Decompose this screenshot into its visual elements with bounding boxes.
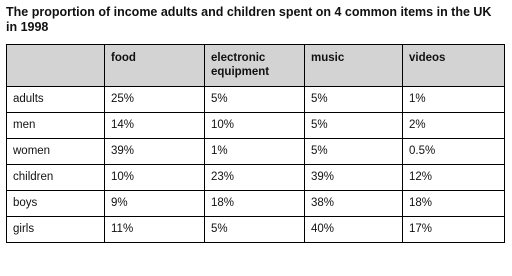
column-header-music: music bbox=[305, 45, 403, 87]
table-cell: 25% bbox=[105, 87, 205, 113]
table-cell: 0.5% bbox=[403, 139, 505, 165]
table-cell: 5% bbox=[305, 113, 403, 139]
table-cell: 5% bbox=[305, 139, 403, 165]
table-cell: 39% bbox=[105, 139, 205, 165]
row-label: adults bbox=[7, 87, 105, 113]
table-cell: 5% bbox=[205, 87, 305, 113]
table-cell: 2% bbox=[403, 113, 505, 139]
table-cell: 1% bbox=[205, 139, 305, 165]
table-cell: 23% bbox=[205, 165, 305, 191]
table-cell: 14% bbox=[105, 113, 205, 139]
column-header-food: food bbox=[105, 45, 205, 87]
table-row bbox=[7, 217, 505, 243]
row-label: children bbox=[7, 165, 105, 191]
table-row bbox=[7, 113, 505, 139]
row-label: women bbox=[7, 139, 105, 165]
table-cell: 5% bbox=[205, 217, 305, 243]
spending-table bbox=[6, 44, 505, 243]
row-label: boys bbox=[7, 191, 105, 217]
table-cell: 10% bbox=[105, 165, 205, 191]
table-title: The proportion of income adults and children spent on 4 common items in the UK in 1998 bbox=[6, 5, 492, 34]
row-label: men bbox=[7, 113, 105, 139]
table-cell: 1% bbox=[403, 87, 505, 113]
table-cell: 39% bbox=[305, 165, 403, 191]
column-header-videos: videos bbox=[403, 45, 505, 87]
column-header-electronic-equipment: electronic equipment bbox=[205, 45, 305, 87]
table-cell: 9% bbox=[105, 191, 205, 217]
table-row bbox=[7, 191, 505, 217]
table-cell: 18% bbox=[205, 191, 305, 217]
header-row bbox=[7, 45, 505, 87]
table-row bbox=[7, 165, 505, 191]
table-cell: 18% bbox=[403, 191, 505, 217]
table-cell: 10% bbox=[205, 113, 305, 139]
spending-table-container bbox=[6, 44, 504, 243]
corner-header bbox=[7, 45, 105, 87]
table-cell: 5% bbox=[305, 87, 403, 113]
row-label: girls bbox=[7, 217, 105, 243]
table-row bbox=[7, 139, 505, 165]
table-cell: 11% bbox=[105, 217, 205, 243]
table-cell: 17% bbox=[403, 217, 505, 243]
table-cell: 38% bbox=[305, 191, 403, 217]
table-cell: 12% bbox=[403, 165, 505, 191]
table-cell: 40% bbox=[305, 217, 403, 243]
table-row bbox=[7, 87, 505, 113]
